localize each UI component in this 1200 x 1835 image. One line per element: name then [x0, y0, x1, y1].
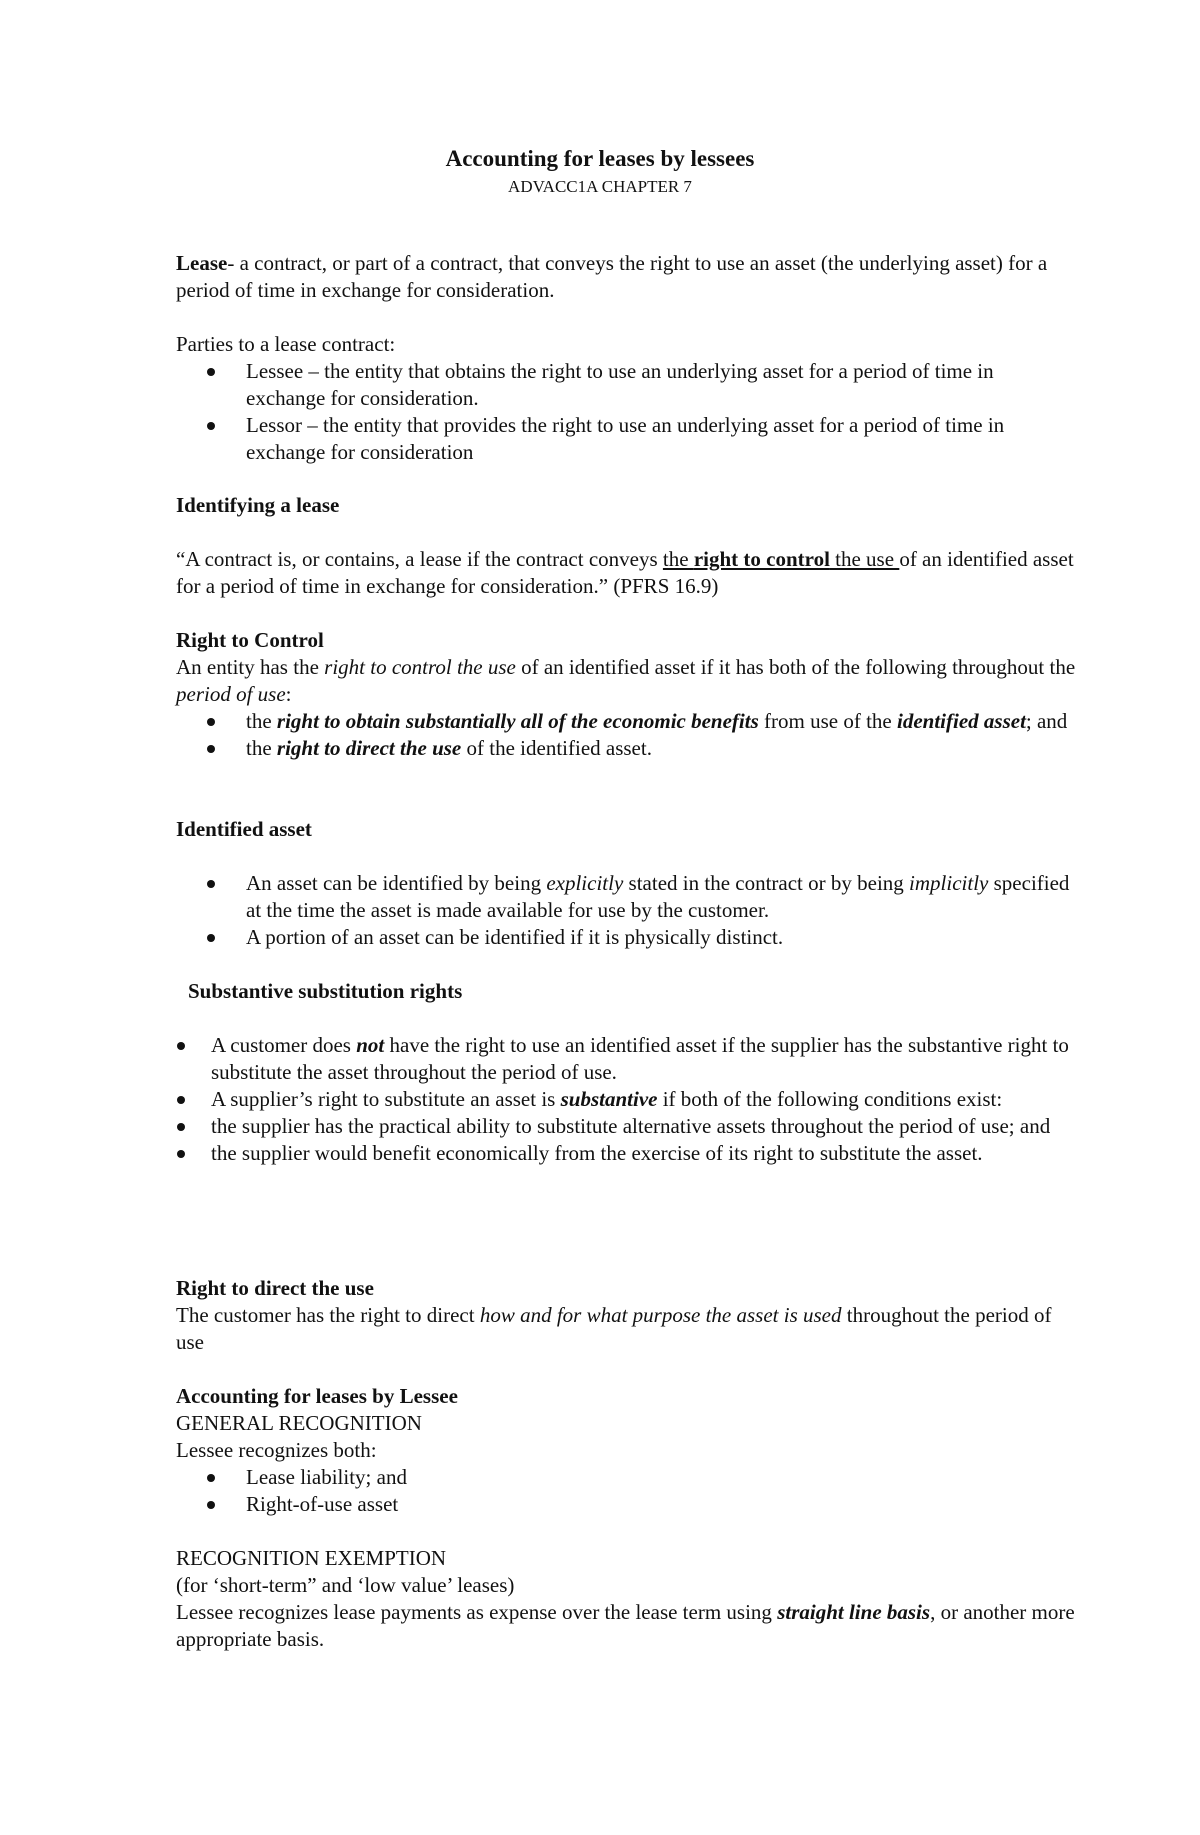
- lease-definition-text: - a contract, or part of a contract, that conveys the right to use an asset (the underlying asset) for a period of time in exchange for consideration.: [176, 251, 1048, 302]
- exemption-text: Lessee recognizes lease payments as expense over the lease term using straight line basis, or another more appropriate basis.: [176, 1600, 1075, 1651]
- list-item: A supplier’s right to substitute an asset is substantive if both of the following conditions exist:: [176, 1086, 1076, 1113]
- bullet-icon: [207, 718, 215, 726]
- parties-lessor: Lessor – the entity that provides the right to use an underlying asset for a period of time in exchange for consideration: [246, 413, 1005, 464]
- general-recognition-heading: GENERAL RECOGNITION: [176, 1411, 422, 1435]
- bullet-icon: [207, 422, 215, 430]
- exemption-sub: (for ‘short-term” and ‘low value’ leases): [176, 1573, 515, 1597]
- list-item: Right-of-use asset: [176, 1491, 1076, 1518]
- document-subtitle: ADVACC1A CHAPTER 7: [508, 177, 692, 196]
- right-to-control-underline: the right to control the use: [662, 547, 900, 571]
- direct-use-heading: Right to direct the use: [176, 1276, 374, 1300]
- bullet-icon: [177, 1042, 185, 1050]
- identifying-quote: “A contract is, or contains, a lease if the contract conveys the right to control the use of an identified asset for a period of time in exchange for consideration.” (PFRS 16.9): [176, 547, 1074, 598]
- identified-asset-heading: Identified asset: [176, 817, 312, 841]
- substitution-section: [176, 978, 1076, 1167]
- substitution-heading: Substantive substitution rights: [188, 979, 463, 1003]
- identified-asset-section: [176, 816, 1076, 951]
- list-item: the right to obtain substantially all of the economic benefits from use of the identified asset; and: [176, 708, 1076, 735]
- lease-term: Lease: [176, 251, 228, 275]
- bullet-icon: [207, 1501, 215, 1509]
- exemption-heading: RECOGNITION EXEMPTION: [176, 1546, 447, 1570]
- bullet-icon: [207, 745, 215, 753]
- parties-intro: Parties to a lease contract:: [176, 332, 396, 356]
- right-to-control-text: An entity has the right to control the use of an identified asset if it has both of the following throughout the period of use:: [176, 655, 1076, 706]
- document-title: Accounting for leases by lessees: [445, 146, 755, 171]
- general-recognition-intro: Lessee recognizes both:: [176, 1438, 377, 1462]
- direct-use-text: The customer has the right to direct how and for what purpose the asset is used throughout the period of use: [176, 1303, 1052, 1354]
- accounting-section: [176, 1383, 1076, 1518]
- parties-section: [176, 331, 1076, 466]
- bullet-icon: [207, 368, 215, 376]
- bullet-icon: [177, 1150, 185, 1158]
- list-item: An asset can be identified by being explicitly stated in the contract or by being implicitly specified at the time the asset is made available for use by the customer.: [176, 870, 1076, 924]
- bullet-icon: [207, 880, 215, 888]
- bullet-icon: [207, 1474, 215, 1482]
- parties-lessee: Lessee – the entity that obtains the right to use an underlying asset for a period of time in exchange for consideration.: [246, 359, 994, 410]
- list-item: Lease liability; and: [176, 1464, 1076, 1491]
- right-to-control-section: [176, 627, 1076, 762]
- right-to-control-heading: Right to Control: [176, 628, 324, 652]
- identifying-heading: Identifying a lease: [176, 493, 340, 517]
- lease-definition: [176, 250, 1076, 304]
- list-item: [176, 412, 1076, 466]
- accounting-heading: Accounting for leases by Lessee: [176, 1384, 458, 1408]
- bullet-icon: [207, 934, 215, 942]
- direct-use-section: [176, 1275, 1076, 1356]
- list-item: the supplier has the practical ability to substitute alternative assets throughout the period of use; and: [176, 1113, 1076, 1140]
- list-item: A customer does not have the right to use an identified asset if the supplier has the substantive right to substitute the asset throughout the period of use.: [176, 1032, 1076, 1086]
- bullet-icon: [177, 1123, 185, 1131]
- exemption-section: [176, 1545, 1076, 1653]
- list-item: the right to direct the use of the identified asset.: [176, 735, 1076, 762]
- list-item: [176, 358, 1076, 412]
- bullet-icon: [177, 1096, 185, 1104]
- list-item: A portion of an asset can be identified if it is physically distinct.: [176, 924, 1076, 951]
- identifying-lease-section: [176, 492, 1076, 600]
- list-item: the supplier would benefit economically from the exercise of its right to substitute the asset.: [176, 1140, 1076, 1167]
